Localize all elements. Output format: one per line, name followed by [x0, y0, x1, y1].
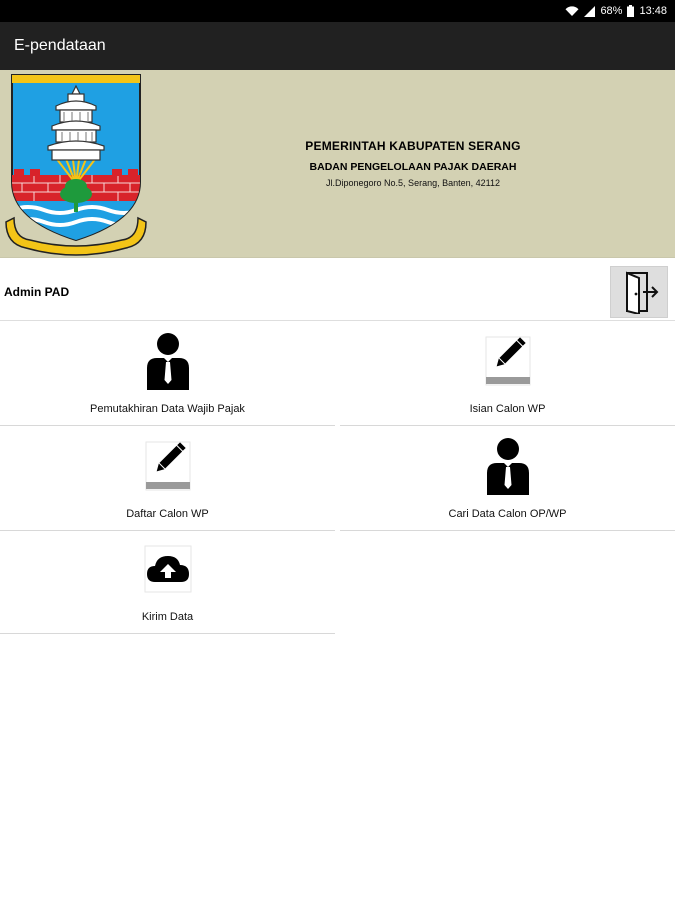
pencil-icon: [142, 437, 194, 495]
user-row: [0, 262, 675, 321]
logout-icon: [619, 270, 659, 314]
agency-subtitle: BADAN PENGELOLAAN PAJAK DAERAH: [309, 161, 517, 173]
app-title: E-pendataan: [14, 37, 106, 54]
agency-address: Jl.Diponegoro No.5, Serang, Banten, 42112: [326, 178, 500, 188]
battery-percent: 68%: [600, 5, 623, 17]
agency-info: [258, 139, 568, 188]
agency-title: PEMERINTAH KABUPATEN SERANG: [305, 139, 521, 153]
user-name: Admin PAD: [4, 285, 70, 299]
signal-icon: [584, 6, 595, 17]
person-tie-icon: [482, 437, 534, 495]
header-banner: [0, 70, 675, 258]
menu-tile-label: Daftar Calon WP: [126, 508, 209, 520]
person-tie-icon: [142, 332, 194, 390]
app-bar: [0, 22, 675, 70]
menu-tile-label: Cari Data Calon OP/WP: [448, 508, 567, 520]
pencil-icon: [482, 332, 534, 390]
menu-tile-pemutakhiran[interactable]: [0, 322, 335, 426]
cloud-upload-icon: [142, 540, 194, 598]
status-bar: [0, 0, 675, 22]
menu-tile-label: Isian Calon WP: [469, 403, 546, 415]
menu-tile-kirim-data[interactable]: [0, 530, 335, 634]
menu-tile-label: Kirim Data: [141, 611, 194, 623]
kabupaten-serang-logo: [4, 72, 148, 256]
wifi-icon: [565, 6, 579, 17]
menu-tile-daftar-calon-wp[interactable]: [0, 427, 335, 531]
logout-button[interactable]: [610, 266, 668, 318]
menu-tile-cari-data[interactable]: [340, 427, 675, 531]
clock: 13:48: [639, 5, 667, 17]
menu-tile-isian-calon-wp[interactable]: [340, 322, 675, 426]
menu-tile-label: Pemutakhiran Data Wajib Pajak: [90, 403, 245, 415]
battery-icon: [627, 5, 634, 17]
